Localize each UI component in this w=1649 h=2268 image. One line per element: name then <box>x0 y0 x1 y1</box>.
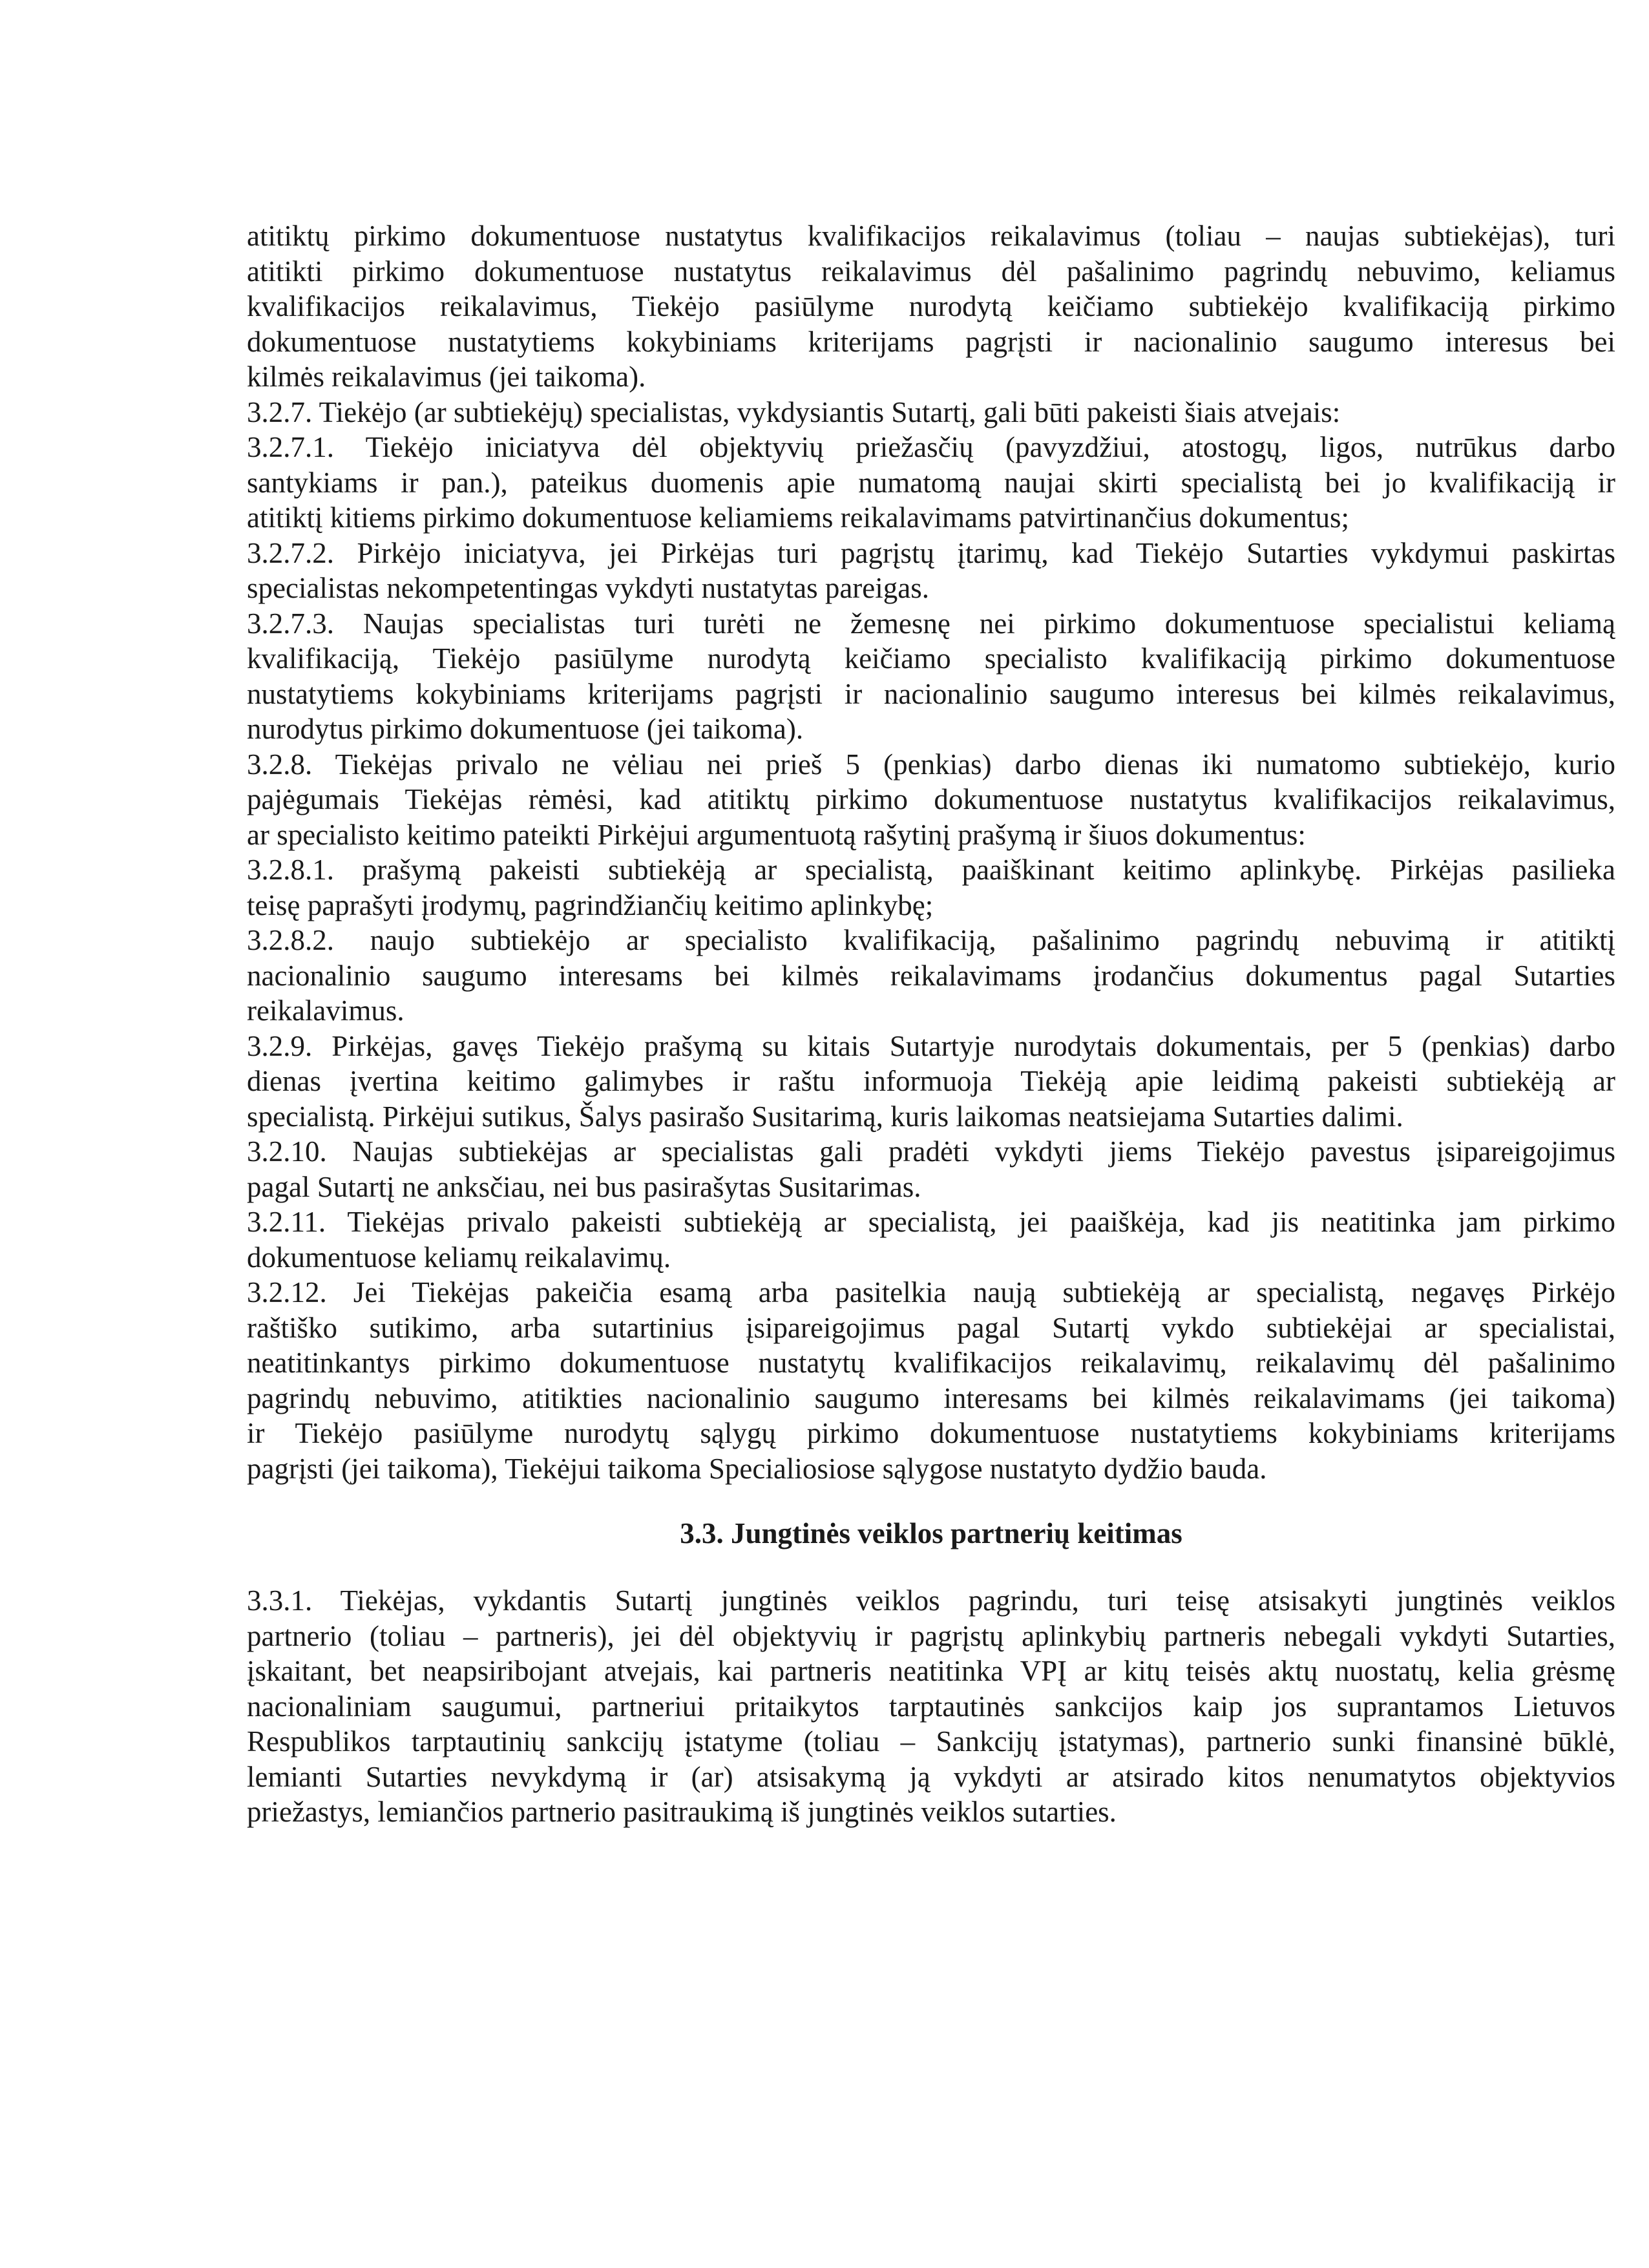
text-line: partnerio (toliau – partneris), jei dėl objektyvių ir pagrįstų aplinkybių partneris nebegali vykdyti Sutarties, <box>247 1619 1615 1652</box>
text-line: kvalifikaciją, Tiekėjo pasiūlyme nurodytą keičiamo specialisto kvalifikaciją pirkimo dokumentuose <box>247 642 1615 675</box>
text-line: 3.2.8.1. prašymą pakeisti subtiekėją ar specialistą, paaiškinant keitimo aplinkybę. Pirkėjas pasilieka <box>247 854 1615 886</box>
paragraph <box>247 1204 1615 1275</box>
text-line: dokumentuose nustatytiems kokybiniams kriterijams pagrįsti ir nacionalinio saugumo interesus bei <box>247 325 1615 358</box>
paragraph <box>247 395 1615 430</box>
text-line: 3.2.7. Tiekėjo (ar subtiekėjų) specialistas, vykdysiantis Sutartį, gali būti pakeisti šiais atvejais: <box>247 395 1341 428</box>
text-line: 3.2.11. Tiekėjas privalo pakeisti subtiekėją ar specialistą, jei paaiškėja, kad jis neatitinka jam pirkimo <box>247 1206 1615 1238</box>
text-line: atitiktų pirkimo dokumentuose nustatytus kvalifikacijos reikalavimus (toliau – naujas subtiekėjas), turi <box>247 220 1615 252</box>
paragraph <box>247 430 1615 536</box>
text-line: nacionalinio saugumo interesams bei kilmės reikalavimams įrodančius dokumentus pagal Sutarties <box>247 959 1615 992</box>
text-line: nustatytiems kokybiniams kriterijams pagrįsti ir nacionalinio saugumo interesus bei kilmės reikalavimus, <box>247 677 1615 710</box>
text-line: 3.2.10. Naujas subtiekėjas ar specialistas gali pradėti vykdyti jiems Tiekėjo pavestus įsipareigojimus <box>247 1135 1615 1168</box>
text-line: 3.2.8. Tiekėjas privalo ne vėliau nei prieš 5 (penkias) darbo dienas iki numatomo subtiekėjo, kurio <box>247 748 1615 781</box>
document-page <box>247 218 1615 1830</box>
text-line: 3.2.7.2. Pirkėjo iniciatyva, jei Pirkėjas turi pagrįstų įtarimų, kad Tiekėjo Sutarties vykdymui paskirtas <box>247 536 1615 569</box>
paragraph <box>247 923 1615 1029</box>
text-line: pagrįsti (jei taikoma), Tiekėjui taikoma Specialiosiose sąlygose nustatyto dydžio bauda. <box>247 1452 1267 1485</box>
text-line: 3.2.8.2. naujo subtiekėjo ar specialisto kvalifikaciją, pašalinimo pagrindų nebuvimą ir atitiktį <box>247 924 1615 956</box>
text-line: ir Tiekėjo pasiūlyme nurodytų sąlygų pirkimo dokumentuose nustatytiems kokybiniams kriterijams <box>247 1417 1615 1449</box>
paragraph <box>247 1275 1615 1486</box>
text-line: neatitinkantys pirkimo dokumentuose nustatytų kvalifikacijos reikalavimų, reikalavimų dėl pašalinimo <box>247 1347 1615 1379</box>
text-line: 3.2.7.1. Tiekėjo iniciatyva dėl objektyvių priežasčių (pavyzdžiui, atostogų, ligos, nutrūkus darbo <box>247 431 1615 463</box>
paragraph <box>247 852 1615 923</box>
section-heading: 3.3. Jungtinės veiklos partnerių keitimas <box>680 1517 1182 1549</box>
text-line: pajėgumais Tiekėjas rėmėsi, kad atitiktų pirkimo dokumentuose nustatytus kvalifikacijos reikalavimus, <box>247 783 1615 815</box>
text-line: raštiško sutikimo, arba sutartinius įsipareigojimus pagal Sutartį vykdo subtiekėjai ar specialistai, <box>247 1311 1615 1344</box>
text-line: ar specialisto keitimo pateikti Pirkėjui argumentuotą rašytinį prašymą ir šiuos dokumentus: <box>247 818 1306 851</box>
text-line: specialistas nekompetentingas vykdyti nustatytas pareigas. <box>247 572 930 604</box>
text-line: santykiams ir pan.), pateikus duomenis apie numatomą naujai skirti specialistą bei jo kvalifikaciją ir <box>247 466 1615 499</box>
paragraph <box>247 606 1615 747</box>
text-line: atitikti pirkimo dokumentuose nustatytus reikalavimus dėl pašalinimo pagrindų nebuvimo, keliamus <box>247 255 1615 288</box>
text-line: reikalavimus. <box>247 994 404 1027</box>
text-line: įskaitant, bet neapsiribojant atvejais, kai partneris neatitinka VPĮ ar kitų teisės aktų nuostatų, kelia grėsmę <box>247 1655 1615 1687</box>
paragraph <box>247 536 1615 606</box>
text-line: Respublikos tarptautinių sankcijų įstatyme (toliau – Sankcijų įstatymas), partnerio sunki finansinė būklė, <box>247 1725 1615 1758</box>
paragraph <box>247 747 1615 853</box>
text-line: pagal Sutartį ne anksčiau, nei bus pasirašytas Susitarimas. <box>247 1170 921 1203</box>
text-line: 3.2.12. Jei Tiekėjas pakeičia esamą arba pasitelkia naują subtiekėją ar specialistą, negavęs Pirkėjo <box>247 1276 1615 1308</box>
paragraph <box>247 1583 1615 1830</box>
section-3-3-paragraphs <box>247 1583 1615 1830</box>
text-line: specialistą. Pirkėjui sutikus, Šalys pasirašo Susitarimą, kuris laikomas neatsiejama Sutarties dalimi. <box>247 1100 1403 1133</box>
text-line: dokumentuose keliamų reikalavimų. <box>247 1241 671 1274</box>
text-line: 3.2.9. Pirkėjas, gavęs Tiekėjo prašymą su kitais Sutartyje nurodytais dokumentais, per 5 (penkias) darbo <box>247 1029 1615 1062</box>
text-line: 3.2.7.3. Naujas specialistas turi turėti ne žemesnę nei pirkimo dokumentuose specialistui keliamą <box>247 607 1615 640</box>
text-line: atitiktį kitiems pirkimo dokumentuose keliamiems reikalavimams patvirtinančius dokumentus; <box>247 501 1349 534</box>
text-line: dienas įvertina keitimo galimybes ir raštu informuoja Tiekėją apie leidimą pakeisti subtiekėją ar <box>247 1065 1615 1097</box>
text-line: pagrindų nebuvimo, atitikties nacionalinio saugumo interesams bei kilmės reikalavimams (jei taikoma) <box>247 1381 1615 1414</box>
text-line: nacionaliniam saugumui, partneriui pritaikytos tarptautinės sankcijos kaip jos suprantamos Lietuvos <box>247 1690 1615 1723</box>
text-line: lemianti Sutarties nevykdymą ir (ar) atsisakymą ją vykdyti ar atsirado kitos nenumatytos objektyvios <box>247 1760 1615 1793</box>
paragraph <box>247 1029 1615 1135</box>
text-line: nurodytus pirkimo dokumentuose (jei taikoma). <box>247 713 804 745</box>
section-3-2-paragraphs <box>247 218 1615 1486</box>
text-line: 3.3.1. Tiekėjas, vykdantis Sutartį jungtinės veiklos pagrindu, turi teisę atsisakyti jungtinės veiklos <box>247 1584 1615 1617</box>
text-line: kvalifikacijos reikalavimus, Tiekėjo pasiūlyme nurodytą keičiamo subtiekėjo kvalifikaciją pirkimo <box>247 290 1615 322</box>
paragraph <box>247 218 1615 395</box>
text-line: kilmės reikalavimus (jei taikoma). <box>247 361 646 393</box>
paragraph <box>247 1134 1615 1204</box>
text-line: teisę paprašyti įrodymų, pagrindžiančių keitimo aplinkybę; <box>247 888 934 921</box>
text-line: priežastys, lemiančios partnerio pasitraukimą iš jungtinės veiklos sutarties. <box>247 1796 1117 1828</box>
